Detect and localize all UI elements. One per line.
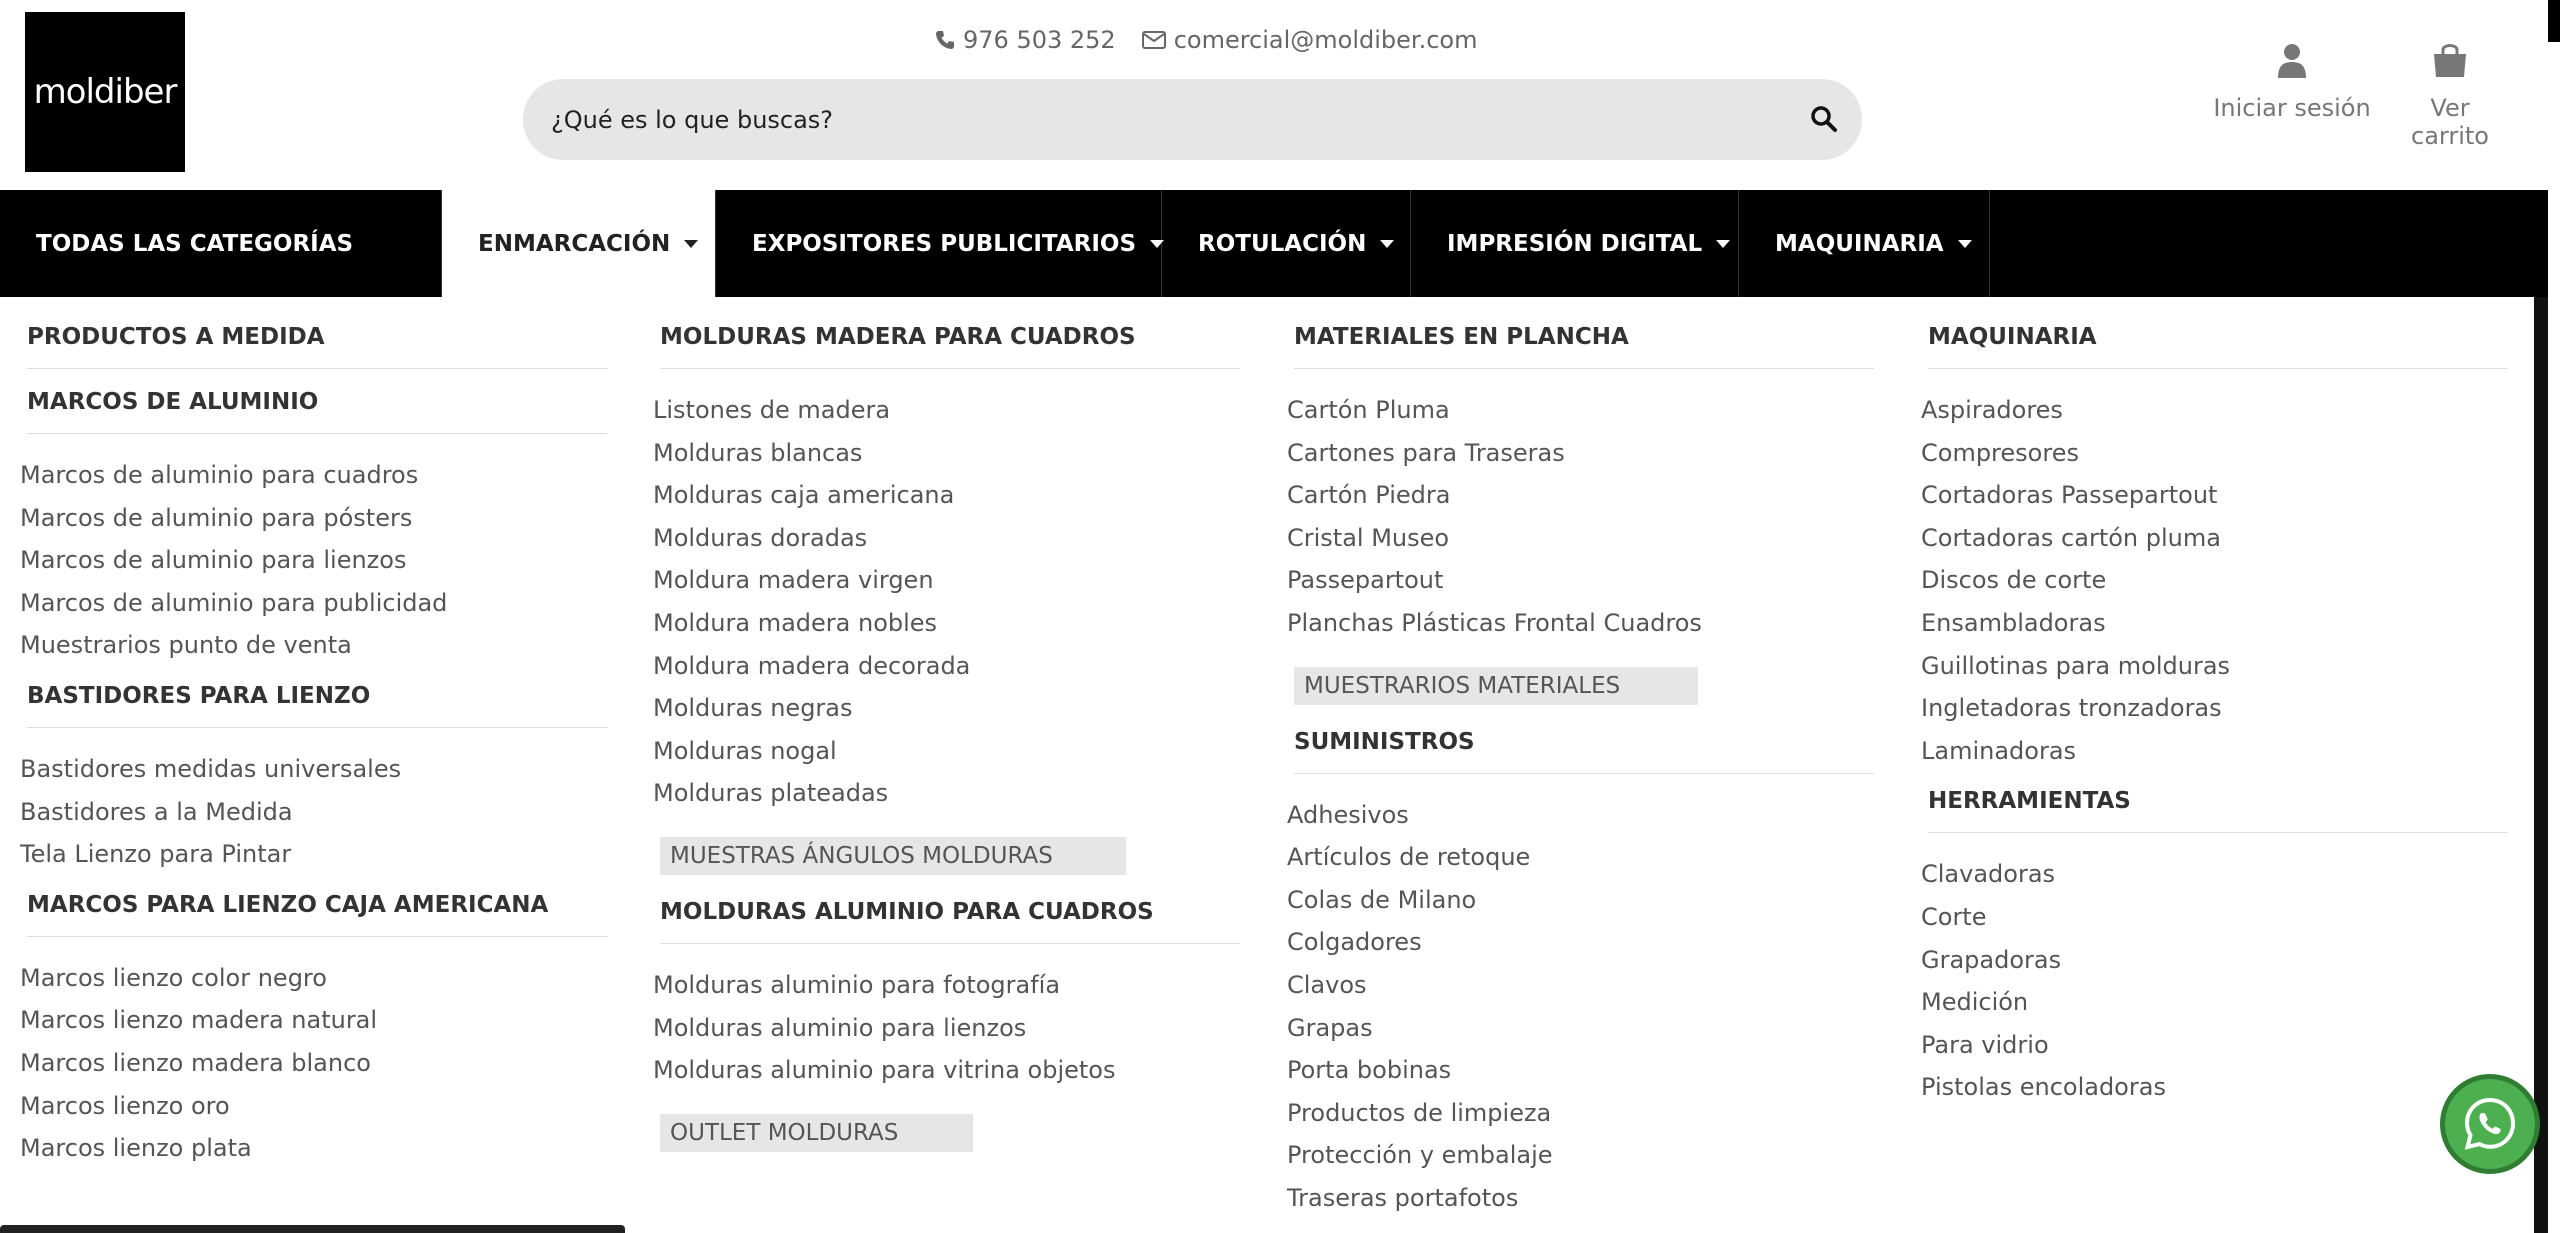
menu-link[interactable]: Grapadoras: [1921, 945, 2062, 974]
menu-link[interactable]: Molduras negras: [653, 694, 853, 723]
menu-link[interactable]: Moldura madera nobles: [653, 608, 938, 637]
menu-link[interactable]: Moldura madera decorada: [653, 651, 971, 680]
chevron-down-icon: [684, 240, 698, 248]
menu-link[interactable]: Marcos lienzo madera natural: [20, 1006, 378, 1035]
cart-label: Ver carrito: [2411, 94, 2489, 150]
menu-links: [1287, 794, 1887, 1220]
tab-enmarcacion[interactable]: [442, 190, 716, 297]
menu-heading[interactable]: MATERIALES EN PLANCHA: [1294, 324, 1874, 369]
menu-scroll-strip: [2534, 297, 2548, 1233]
chevron-down-icon: [1958, 240, 1972, 248]
logo[interactable]: [25, 12, 185, 172]
menu-heading[interactable]: HERRAMIENTAS: [1928, 788, 2508, 833]
menu-links: [20, 748, 620, 876]
menu-links: [653, 389, 1253, 815]
tab-impresion-digital[interactable]: [1411, 190, 1739, 297]
muestrarios-materiales-pill[interactable]: MUESTRARIOS MATERIALES: [1294, 667, 1698, 705]
tab-expositores-publicitarios[interactable]: [716, 190, 1162, 297]
logo-text: moldiber: [33, 72, 177, 112]
menu-link[interactable]: Molduras aluminio para vitrina objetos: [653, 1056, 1116, 1085]
menu-link[interactable]: Artículos de retoque: [1287, 843, 1531, 872]
menu-link[interactable]: Adhesivos: [1287, 800, 1409, 829]
menu-link[interactable]: Marcos lienzo oro: [20, 1091, 230, 1120]
menu-link[interactable]: Passepartout: [1287, 566, 1444, 595]
menu-heading[interactable]: MARCOS DE ALUMINIO: [27, 389, 607, 434]
whatsapp-icon: [2460, 1094, 2520, 1154]
menu-link[interactable]: Productos de limpieza: [1287, 1098, 1552, 1127]
tab-label: MAQUINARIA: [1775, 230, 1944, 257]
menu-column-4: [1921, 297, 2521, 1109]
main-nav: [0, 190, 2548, 297]
menu-link[interactable]: Cartones para Traseras: [1287, 438, 1565, 467]
menu-link[interactable]: Traseras portafotos: [1287, 1183, 1519, 1212]
menu-link[interactable]: Marcos lienzo plata: [20, 1134, 252, 1163]
mega-menu: [0, 297, 2548, 1233]
menu-link[interactable]: Planchas Plásticas Frontal Cuadros: [1287, 608, 1702, 637]
menu-link[interactable]: Grapas: [1287, 1013, 1373, 1042]
menu-link[interactable]: Cartón Piedra: [1287, 481, 1451, 510]
menu-heading[interactable]: MAQUINARIA: [1928, 324, 2508, 369]
tab-label: TODAS LAS CATEGORÍAS: [36, 230, 354, 257]
menu-heading[interactable]: MARCOS PARA LIENZO CAJA AMERICANA: [27, 892, 607, 937]
menu-heading[interactable]: SUMINISTROS: [1294, 729, 1874, 774]
menu-link[interactable]: Molduras blancas: [653, 438, 863, 467]
phone-link[interactable]: [935, 26, 1116, 54]
menu-link[interactable]: Clavadoras: [1921, 860, 2056, 889]
phone-icon: [935, 30, 955, 50]
tab-label: IMPRESIÓN DIGITAL: [1447, 230, 1703, 257]
account-label: Iniciar sesión: [2213, 94, 2371, 122]
menu-link[interactable]: Protección y embalaje: [1287, 1141, 1553, 1170]
menu-column-3: [1287, 297, 1887, 1220]
menu-link[interactable]: Molduras aluminio para lienzos: [653, 1013, 1027, 1042]
tab-todas-categorias[interactable]: [0, 190, 442, 297]
menu-link[interactable]: Moldura madera virgen: [653, 566, 934, 595]
menu-link[interactable]: Laminadoras: [1921, 736, 2077, 765]
menu-heading[interactable]: MOLDURAS MADERA PARA CUADROS: [660, 324, 1240, 369]
menu-link[interactable]: Corte: [1921, 902, 1987, 931]
menu-link[interactable]: Compresores: [1921, 438, 2079, 467]
menu-link[interactable]: Cortadoras cartón pluma: [1921, 523, 2221, 552]
menu-links: [1287, 389, 1887, 645]
menu-link[interactable]: Aspiradores: [1921, 396, 2063, 424]
menu-link[interactable]: Cartón Pluma: [1287, 396, 1450, 424]
menu-link[interactable]: Molduras doradas: [653, 523, 868, 552]
menu-column-2: [653, 297, 1253, 1160]
search-bar: [523, 79, 1862, 160]
tab-label: EXPOSITORES PUBLICITARIOS: [752, 230, 1137, 257]
menu-link[interactable]: Marcos de aluminio para publicidad: [20, 588, 448, 617]
menu-link[interactable]: Marcos de aluminio para lienzos: [20, 546, 407, 575]
menu-link[interactable]: Cortadoras Passepartout: [1921, 481, 2218, 510]
menu-link[interactable]: Marcos lienzo madera blanco: [20, 1048, 371, 1077]
tab-rotulacion[interactable]: [1162, 190, 1411, 297]
menu-link[interactable]: Listones de madera: [653, 396, 891, 424]
shopping-bag-icon: [2431, 42, 2469, 78]
tab-maquinaria[interactable]: [1739, 190, 1990, 297]
user-icon: [2277, 42, 2307, 78]
menu-link[interactable]: Medición: [1921, 988, 2029, 1017]
menu-link[interactable]: Para vidrio: [1921, 1030, 2049, 1059]
menu-link[interactable]: Ingletadoras tronzadoras: [1921, 694, 2222, 723]
menu-link[interactable]: Molduras caja americana: [653, 481, 955, 510]
menu-link[interactable]: Bastidores medidas universales: [20, 754, 402, 783]
scrollbar-thumb[interactable]: [2548, 0, 2560, 42]
email-address: comercial@moldiber.com: [1173, 26, 1478, 54]
menu-link[interactable]: Tela Lienzo para Pintar: [20, 840, 292, 869]
menu-link[interactable]: Discos de corte: [1921, 566, 2107, 595]
page-scrollbar[interactable]: [2548, 0, 2560, 1233]
menu-links: [20, 454, 620, 667]
menu-heading[interactable]: BASTIDORES PARA LIENZO: [27, 683, 607, 728]
tab-label: ENMARCACIÓN: [478, 230, 671, 257]
menu-link[interactable]: Porta bobinas: [1287, 1056, 1452, 1085]
menu-links: [1921, 389, 2521, 772]
menu-link[interactable]: Cristal Museo: [1287, 523, 1450, 552]
menu-link[interactable]: Marcos lienzo color negro: [20, 963, 327, 992]
menu-link[interactable]: Clavos: [1287, 970, 1367, 999]
chevron-down-icon: [1380, 240, 1394, 248]
menu-link[interactable]: Molduras nogal: [653, 736, 837, 765]
tab-label: ROTULACIÓN: [1198, 230, 1367, 257]
menu-heading[interactable]: PRODUCTOS A MEDIDA: [27, 324, 607, 369]
menu-link[interactable]: Muestrarios punto de venta: [20, 631, 352, 660]
account-link[interactable]: [2212, 42, 2372, 122]
chevron-down-icon: [1716, 240, 1730, 248]
menu-link[interactable]: Bastidores a la Medida: [20, 797, 293, 826]
menu-link[interactable]: Marcos de aluminio para cuadros: [20, 461, 419, 489]
email-link[interactable]: [1142, 26, 1478, 54]
menu-links: [20, 957, 620, 1170]
outlet-molduras-pill[interactable]: OUTLET MOLDURAS: [660, 1114, 973, 1152]
cart-link[interactable]: [2390, 42, 2510, 150]
contact-bar: [935, 26, 1477, 54]
menu-links: [653, 964, 1253, 1092]
whatsapp-button[interactable]: [2440, 1074, 2540, 1174]
menu-heading[interactable]: MOLDURAS ALUMINIO PARA CUADROS: [660, 899, 1240, 944]
phone-number: 976 503 252: [963, 26, 1116, 54]
menu-link[interactable]: Colas de Milano: [1287, 885, 1477, 914]
menu-links: [1921, 853, 2521, 1109]
menu-link[interactable]: Pistolas encoladoras: [1921, 1073, 2166, 1102]
menu-link[interactable]: Colgadores: [1287, 928, 1422, 957]
muestras-angulos-pill[interactable]: MUESTRAS ÁNGULOS MOLDURAS: [660, 837, 1126, 875]
bottom-popup-edge: [0, 1225, 625, 1233]
menu-link[interactable]: Ensambladoras: [1921, 608, 2106, 637]
search-icon[interactable]: [1810, 105, 1838, 133]
envelope-icon: [1142, 30, 1166, 50]
search-input[interactable]: [551, 79, 1751, 160]
menu-link[interactable]: Molduras plateadas: [653, 779, 889, 808]
menu-link[interactable]: Marcos de aluminio para pósters: [20, 503, 413, 532]
menu-link[interactable]: Guillotinas para molduras: [1921, 651, 2231, 680]
menu-link[interactable]: Molduras aluminio para fotografía: [653, 970, 1061, 999]
menu-column-1: [20, 297, 620, 1170]
